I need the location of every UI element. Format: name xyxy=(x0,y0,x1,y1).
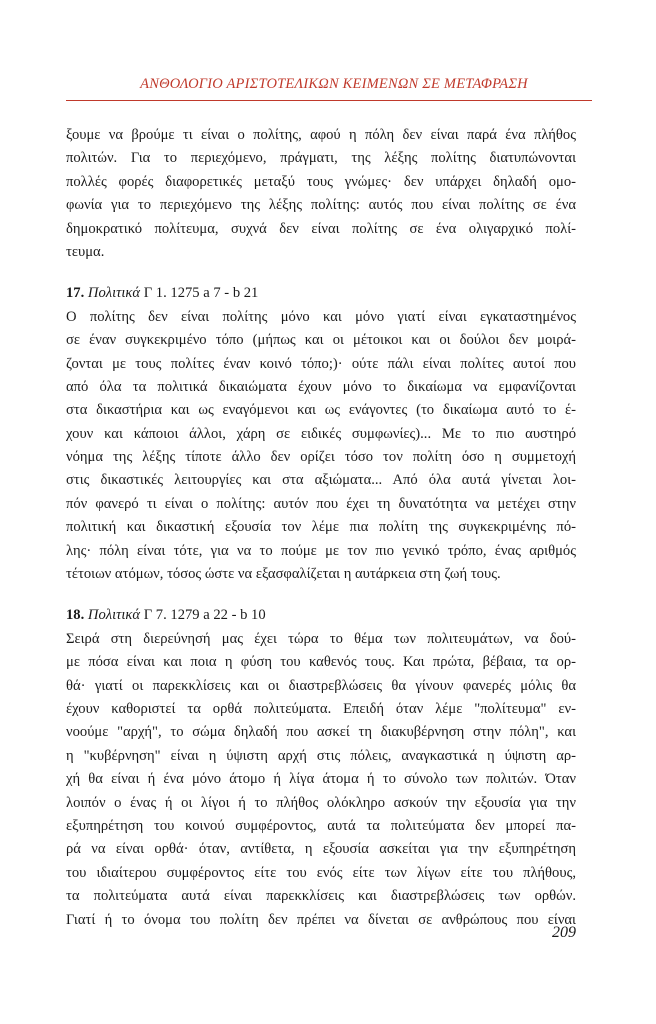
page-number: 209 xyxy=(552,924,576,941)
section-17-text xyxy=(66,306,576,587)
text-line: χή θα είναι ή ένα μόνο άτομο ή λίγα άτομα ή το σύνολο των πολιτών. Όταν xyxy=(66,771,576,788)
section-18-text xyxy=(66,628,576,932)
text-line: σε έναν συγκεκριμένο τόπο (μήπως και οι μέτοικοι και οι δούλοι δεν μοιρά- xyxy=(66,332,576,349)
text-line: πολλές φορές διαφορετικές μεταξύ τους γνώμες· δεν υπάρχει δηλαδή ομο- xyxy=(66,173,576,190)
text-line: δημοκρατικό πολίτευμα, συχνά δεν είναι πολίτης σε ένα ολιγαρχικό πολί- xyxy=(66,220,576,237)
text-line: λης· πόλη είναι τότε, για να το πούμε με τον πιο γενικό τρόπο, ένας αριθμός xyxy=(66,542,576,559)
text-line: χουν και κάποιοι άλλοι, χάρη σε ειδικές συμφωνίες)... Με το πιο αυστηρό xyxy=(66,425,576,442)
text-line: τευμα. xyxy=(66,243,105,260)
text-line: Ο πολίτης δεν είναι πολίτης μόνο και μόνο γιατί είναι εγκαταστημένος xyxy=(66,308,576,325)
text-line: νόημα της λέξης τίποτε άλλο δεν ορίζει τόσο τον πολίτη όσο η συμμετοχή xyxy=(66,449,576,466)
text-line: ρά να είναι ορθά· όταν, αντίθετα, η εξουσία ασκείται για την εξυπηρέτηση xyxy=(66,841,576,858)
source-reference: Γ 7. 1279 a 22 - b 10 xyxy=(143,607,266,624)
text-line: εξυπηρέτηση του κοινού συμφέροντος, αυτά τα πολιτεύματα δεν μπορεί πα- xyxy=(66,817,576,834)
text-line: νοούμε "αρχή", το σώμα δηλαδή που ασκεί τη διακυβέρνηση στην πόλη", και xyxy=(66,724,576,741)
text-line: η "κυβέρνηση" είναι η ύψιστη αρχή στις πόλεις, αναγκαστικά η ύψιστη αρ- xyxy=(66,747,576,764)
text-line: πολιτών. Για το περιεχόμενο, πράγματι, της λέξης πολίτης διατυπώνονται xyxy=(66,150,576,167)
text-line: πολιτική και δικαστική εξουσία τον λέμε πια πολίτη της συγκεκριμένης πό- xyxy=(66,519,576,536)
text-line: Σειρά στη διερεύνησή μας έχει τώρα το θέμα των πολιτευμάτων, να δού- xyxy=(66,630,576,647)
running-head: ΑΝΘΟΛΟΓΙΟ ΑΡΙΣΤΟΤΕΛΙΚΩΝ ΚΕΙΜΕΝΩΝ ΣΕ ΜΕΤΑΦΡΑΣΗ xyxy=(140,76,528,92)
source-title: Πολιτικά xyxy=(87,607,141,624)
source-reference: Γ 1. 1275 a 7 - b 21 xyxy=(143,285,259,302)
source-title: Πολιτικά xyxy=(87,285,141,302)
section-18-heading xyxy=(66,604,576,627)
section-17-heading xyxy=(66,282,576,305)
text-line: στα δικαστήρια και ως εναγόμενοι και ως ενάγοντες (το δικαίωμα αυτό το έ- xyxy=(66,402,576,419)
text-line: Γιατί ή το όνομα του πολίτη δεν πρέπει να δίνεται σε ανθρώπους που είναι xyxy=(66,911,576,928)
text-line: ξουμε να βρούμε τι είναι ο πολίτης, αφού η πόλη δεν είναι παρά ένα πλήθος xyxy=(66,127,576,143)
text-line: στις δικαστικές λειτουργίες και στα αξιώματα... Από όλα αυτά γίνεται λοι- xyxy=(66,472,576,489)
text-line: τέτοιων ατόμων, τόσος ώστε να εξασφαλίζεται η αυτάρκεια στη ζωή τους. xyxy=(66,566,501,583)
section-number: 18. xyxy=(66,607,85,624)
header-rule xyxy=(66,100,592,101)
text-line: από όλα τα πολιτικά δικαιώματα έχουν μόνο το δικαίωμα να εμφανίζονται xyxy=(66,378,576,395)
text-line: φωνία για το περιεχόμενο της λέξης πολίτης: αυτός που είναι πολίτης σε ένα xyxy=(66,197,576,214)
text-line: του ιδιαίτερου συμφέροντος είτε του ενός είτε των λίγων είτε του πλήθους, xyxy=(66,864,576,881)
text-line: πόν φανερό τι είναι ο πολίτης: αυτόν που έχει τη δυνατότητα να μετέχει στην xyxy=(66,495,576,512)
text-line: τα πολιτεύματα αυτά είναι παρεκκλίσεις και διαστρεβλώσεις των ορθών. xyxy=(66,888,576,905)
text-line: λοιπόν ο ένας ή οι λίγοι ή το πλήθος ολόκληρο ασκούν την εξουσία για την xyxy=(66,794,576,811)
text-line: έχουν καθοριστεί τα ορθά πολιτεύματα. Επειδή όταν λέμε "πολίτευμα" εν- xyxy=(66,700,576,717)
text-line: με πόσα είναι και ποια η φύση του καθενός τους. Και πρώτα, βέβαια, τα ορ- xyxy=(66,654,576,671)
intro-paragraph xyxy=(66,124,576,264)
text-line: θά· γιατί οι παρεκκλίσεις και οι διαστρεβλώσεις θα γίνουν φανερές μόλις θα xyxy=(66,677,576,694)
body-text xyxy=(66,124,576,932)
text-line: ζονται με τους πολίτες έναν κοινό τόπο;)· ούτε πάλι είναι πολίτες αυτοί που xyxy=(66,355,576,372)
section-number: 17. xyxy=(66,285,85,302)
